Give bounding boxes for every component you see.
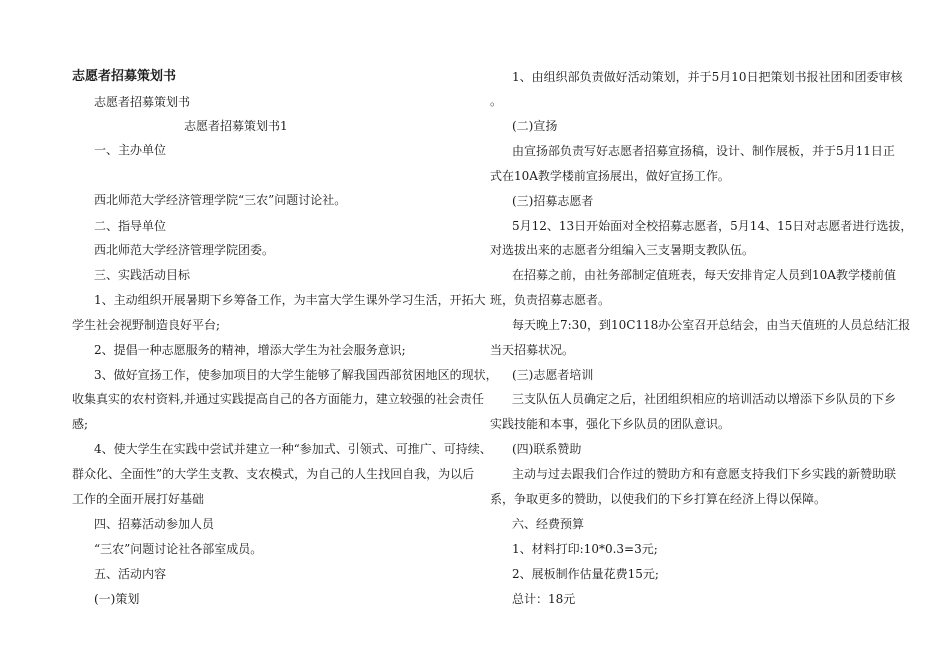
paragraph-line: 3、做好宣扬工作，使参加项目的大学生能够了解我国西部贫困地区的现状， xyxy=(94,368,498,382)
paragraph-line: 班，负责招募志愿者。 xyxy=(490,293,611,307)
paragraph-line: 系，争取更多的赞助，以使我们的下乡打算在经济上得以保障。 xyxy=(490,492,827,506)
paragraph-line: 三支队伍人员确定之后，社团组织相应的培训活动以增添下乡队员的下乡 xyxy=(512,392,897,406)
paragraph-line: 实践技能和本事，强化下乡队员的团队意识。 xyxy=(490,417,731,431)
paragraph-line: 每天晚上7:30，到10C118办公室召开总结会，由当天值班的人员总结汇报 xyxy=(512,318,911,332)
paragraph-line: 4、使大学生在实践中尝试并建立一种“参加式、引领式、可推广、可持续、 xyxy=(94,442,492,456)
paragraph-line: 对选拔出来的志愿者分组编入三支暑期支教队伍。 xyxy=(490,243,755,257)
heading-organizer: 一、主办单位 xyxy=(94,143,167,157)
subheading-training: (三)志愿者培训 xyxy=(512,368,594,382)
paragraph-line: 1、由组织部负责做好活动策划，并于5月10日把策划书报社团和团委审核 xyxy=(512,70,903,84)
section-heading-centered: 志愿者招募策划书1 xyxy=(184,119,288,133)
heading-goals: 三、实践活动目标 xyxy=(94,268,191,282)
paragraph-line: 式在10A教学楼前宣扬展出，做好宣扬工作。 xyxy=(490,169,730,183)
paragraph-line: 收集真实的农村资料,并通过实践提高自己的各方面能力，建立较强的社会责任 xyxy=(72,392,484,406)
heading-budget: 六、经费预算 xyxy=(512,517,585,531)
text-guidance: 西北师范大学经济管理学院团委。 xyxy=(94,243,275,257)
paragraph-line: 由宣扬部负责写好志愿者招募宣扬稿，设计、制作展板，并于5月11日正 xyxy=(512,144,895,158)
heading-participants: 四、招募活动参加人员 xyxy=(94,517,215,531)
paragraph-line: 在招募之前，由社务部制定值班表，每天安排肯定人员到10A教学楼前值 xyxy=(512,268,896,282)
paragraph-line: 学生社会视野制造良好平台; xyxy=(72,318,221,332)
budget-total: 总计：18元 xyxy=(512,592,576,606)
paragraph-line: 工作的全面开展打好基础 xyxy=(72,492,205,506)
paragraph-line: 群众化、全面性”的大学生支教、支农模式，为自己的人生找回自我，为以后 xyxy=(72,467,475,481)
paragraph-line: 2、提倡一种志愿服务的精神，增添大学生为社会服务意识; xyxy=(94,343,406,357)
subheading-sponsorship: (四)联系赞助 xyxy=(512,442,582,456)
paragraph-line: 1、主动组织开展暑期下乡筹备工作，为丰富大学生课外学习生活，开拓大 xyxy=(94,293,486,307)
budget-item: 1、材料打印:10*0.3=3元; xyxy=(512,542,658,556)
subheading-publicity: (二)宣扬 xyxy=(512,119,558,133)
paragraph-line: 感; xyxy=(72,417,89,431)
text-participants: “三农”问题讨论社各部室成员。 xyxy=(94,542,263,556)
paragraph-line: 5月12、13日开始面对全校招募志愿者，5月14、15日对志愿者进行选拔， xyxy=(512,219,913,233)
subheading-recruit: (三)招募志愿者 xyxy=(512,194,594,208)
paragraph-line: 主动与过去跟我们合作过的赞助方和有意愿支持我们下乡实践的新赞助联 xyxy=(512,467,897,481)
subheading-planning: (一)策划 xyxy=(94,592,140,606)
budget-item: 2、展板制作估量花费15元; xyxy=(512,567,659,581)
paragraph-line: 当天招募状况。 xyxy=(490,343,575,357)
subtitle-line: 志愿者招募策划书 xyxy=(94,95,191,109)
document-title: 志愿者招募策划书 xyxy=(72,69,177,84)
heading-guidance: 二、指导单位 xyxy=(94,219,167,233)
text-organizer: 西北师范大学经济管理学院“三农”问题讨论社。 xyxy=(94,193,347,207)
paragraph-line: 。 xyxy=(490,94,503,108)
heading-activities: 五、活动内容 xyxy=(94,567,167,581)
